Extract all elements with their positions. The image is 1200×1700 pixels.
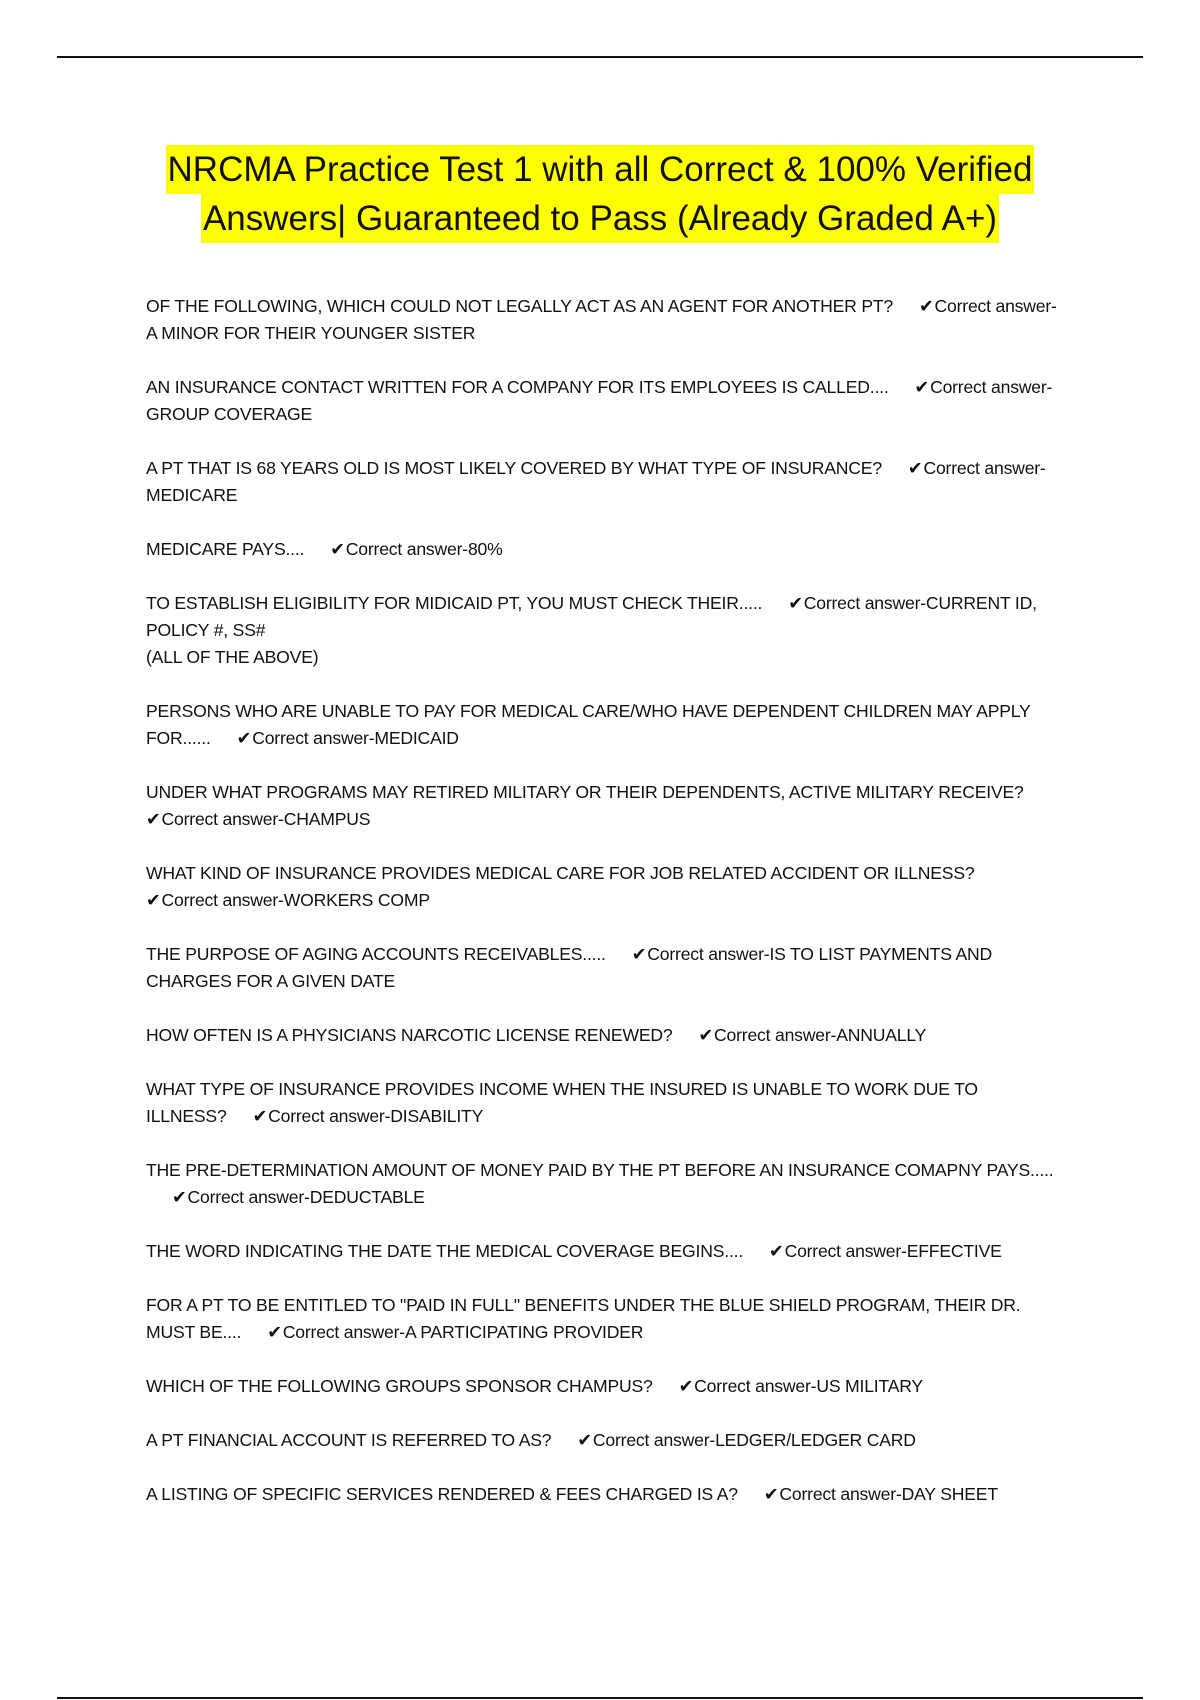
- answer-prefix: Correct answer-: [779, 1484, 902, 1504]
- question-text: FOR A PT TO BE ENTITLED TO "PAID IN FULL" BENEFITS UNDER THE BLUE SHIELD PROGRAM, THEIR DR. MUST BE....: [146, 1295, 1026, 1342]
- question-text: WHAT TYPE OF INSURANCE PROVIDES INCOME WHEN THE INSURED IS UNABLE TO WORK DUE TO ILLNESS?: [146, 1079, 983, 1126]
- qa-item: [146, 779, 1058, 833]
- check-mark-icon: ✔: [769, 1241, 784, 1261]
- answer-prefix: Correct answer-: [647, 944, 770, 964]
- qa-item: [146, 1373, 1058, 1400]
- answer-prefix: Correct answer-: [161, 809, 284, 829]
- question-text: THE PURPOSE OF AGING ACCOUNTS RECEIVABLES.....: [146, 944, 606, 964]
- check-mark-icon: ✔: [698, 1025, 714, 1045]
- answer-prefix: Correct answer-: [803, 593, 926, 613]
- answer-text: LEDGER/LEDGER CARD: [715, 1430, 916, 1450]
- answer-prefix: Correct answer-: [161, 890, 284, 910]
- question-text: UNDER WHAT PROGRAMS MAY RETIRED MILITARY OR THEIR DEPENDENTS, ACTIVE MILITARY RECEIVE?: [146, 782, 1024, 802]
- question-text: OF THE FOLLOWING, WHICH COULD NOT LEGALLY ACT AS AN AGENT FOR ANOTHER PT?: [146, 296, 893, 316]
- answer-prefix: Correct answer-: [345, 539, 468, 559]
- answer-text: IS TO LIST PAYMENTS AND CHARGES FOR A GIVEN DATE: [146, 944, 993, 991]
- check-mark-icon: ✔: [763, 1484, 779, 1504]
- check-mark-icon: ✔: [914, 377, 930, 397]
- check-mark-icon: ✔: [252, 1106, 268, 1126]
- qa-list: [146, 293, 1058, 1535]
- check-mark-icon: ✔: [172, 1187, 187, 1207]
- qa-item: [146, 1481, 1058, 1508]
- title-line-1: NRCMA Practice Test 1 with all Correct & 100% Verified: [166, 145, 1035, 194]
- check-mark-icon: ✔: [146, 890, 161, 910]
- answer-text: A PARTICIPATING PROVIDER: [404, 1322, 644, 1342]
- answer-text: DEDUCTABLE: [309, 1187, 425, 1207]
- check-mark-icon: ✔: [236, 728, 252, 748]
- check-mark-icon: ✔: [330, 539, 345, 559]
- qa-item: [146, 941, 1058, 995]
- qa-item: [146, 1238, 1058, 1265]
- answer-text: US MILITARY: [816, 1376, 923, 1396]
- answer-prefix: Correct answer-: [930, 377, 1053, 397]
- qa-item: [146, 1022, 1058, 1049]
- title-line-2: Answers| Guaranteed to Pass (Already Graded A+): [201, 194, 999, 243]
- question-text: TO ESTABLISH ELIGIBILITY FOR MIDICAID PT, YOU MUST CHECK THEIR.....: [146, 593, 763, 613]
- answer-prefix: Correct answer-: [268, 1106, 391, 1126]
- qa-item: [146, 536, 1058, 563]
- question-text: MEDICARE PAYS....: [146, 539, 305, 559]
- answer-text: MEDICARE: [146, 485, 238, 505]
- bottom-rule: [57, 1697, 1143, 1699]
- answer-text: CHAMPUS: [283, 809, 371, 829]
- answer-text: 80%: [467, 539, 503, 559]
- answer-text: GROUP COVERAGE: [146, 404, 313, 424]
- answer-prefix: Correct answer-: [923, 458, 1046, 478]
- document-title: [100, 145, 1100, 243]
- question-text: WHAT KIND OF INSURANCE PROVIDES MEDICAL CARE FOR JOB RELATED ACCIDENT OR ILLNESS?: [146, 863, 975, 883]
- answer-text: CURRENT ID, POLICY #, SS#: [146, 593, 1037, 640]
- question-text: PERSONS WHO ARE UNABLE TO PAY FOR MEDICAL CARE/WHO HAVE DEPENDENT CHILDREN MAY APPLY FOR......: [146, 701, 1035, 748]
- check-mark-icon: ✔: [788, 593, 803, 613]
- answer-prefix: Correct answer-: [187, 1187, 310, 1207]
- check-mark-icon: ✔: [907, 458, 923, 478]
- check-mark-icon: ✔: [918, 296, 934, 316]
- top-rule: [57, 56, 1143, 58]
- answer-extra-text: (ALL OF THE ABOVE): [146, 647, 319, 667]
- answer-prefix: Correct answer-: [934, 296, 1057, 316]
- answer-prefix: Correct answer-: [282, 1322, 405, 1342]
- answer-prefix: Correct answer-: [252, 728, 375, 748]
- answer-prefix: Correct answer-: [784, 1241, 907, 1261]
- qa-item: [146, 1427, 1058, 1454]
- answer-prefix: Correct answer-: [592, 1430, 716, 1450]
- qa-item: [146, 860, 1058, 914]
- qa-item: [146, 1292, 1058, 1346]
- question-text: THE PRE-DETERMINATION AMOUNT OF MONEY PAID BY THE PT BEFORE AN INSURANCE COMAPNY PAYS.....: [146, 1160, 1054, 1180]
- question-text: A LISTING OF SPECIFIC SERVICES RENDERED & FEES CHARGED IS A?: [146, 1484, 738, 1504]
- qa-item: [146, 293, 1058, 347]
- answer-prefix: Correct answer-: [714, 1025, 837, 1045]
- answer-text: A MINOR FOR THEIR YOUNGER SISTER: [146, 323, 476, 343]
- answer-text: DAY SHEET: [901, 1484, 998, 1504]
- question-text: HOW OFTEN IS A PHYSICIANS NARCOTIC LICENSE RENEWED?: [146, 1025, 673, 1045]
- answer-prefix: Correct answer-: [694, 1376, 817, 1396]
- check-mark-icon: ✔: [631, 944, 647, 964]
- qa-item: [146, 590, 1058, 671]
- question-text: WHICH OF THE FOLLOWING GROUPS SPONSOR CHAMPUS?: [146, 1376, 653, 1396]
- qa-item: [146, 1157, 1058, 1211]
- answer-text: WORKERS COMP: [283, 890, 430, 910]
- check-mark-icon: ✔: [577, 1430, 592, 1450]
- qa-item: [146, 698, 1058, 752]
- qa-item: [146, 1076, 1058, 1130]
- question-text: THE WORD INDICATING THE DATE THE MEDICAL COVERAGE BEGINS....: [146, 1241, 744, 1261]
- qa-item: [146, 455, 1058, 509]
- qa-item: [146, 374, 1058, 428]
- answer-text: ANNUALLY: [836, 1025, 927, 1045]
- answer-text: EFFECTIVE: [906, 1241, 1002, 1261]
- answer-text: MEDICAID: [374, 728, 459, 748]
- check-mark-icon: ✔: [678, 1376, 694, 1396]
- question-text: A PT THAT IS 68 YEARS OLD IS MOST LIKELY COVERED BY WHAT TYPE OF INSURANCE?: [146, 458, 882, 478]
- answer-text: DISABILITY: [390, 1106, 484, 1126]
- check-mark-icon: ✔: [267, 1322, 282, 1342]
- question-text: AN INSURANCE CONTACT WRITTEN FOR A COMPANY FOR ITS EMPLOYEES IS CALLED....: [146, 377, 889, 397]
- question-text: A PT FINANCIAL ACCOUNT IS REFERRED TO AS?: [146, 1430, 552, 1450]
- check-mark-icon: ✔: [146, 809, 161, 829]
